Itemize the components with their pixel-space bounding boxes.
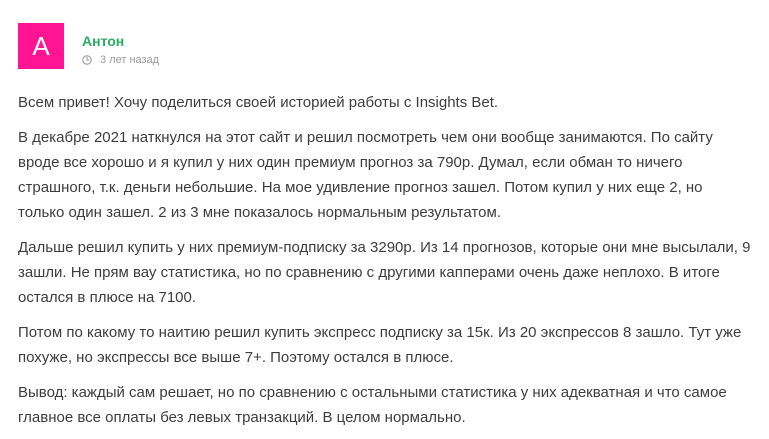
comment-paragraph: Всем привет! Хочу поделиться своей историей работы с Insights Bet. — [18, 94, 499, 111]
comment-date-row — [82, 53, 159, 67]
comment-body — [18, 90, 751, 430]
clock-icon — [82, 55, 92, 65]
comment-paragraph: В декабре 2021 наткнулся на этот сайт и решил посмотреть чем они вообще занимаются. По сайту вроде все хорошо и я купил у них один премиум прогноз за 790р. Думал, если обман то ничего страшного, т.к. деньги небольшие. На мое удивление прогноз зашел. Потом купил у них еще 2, но только один зашел. 2 из 3 мне показалось нормальным результатом. — [18, 129, 713, 221]
author-name[interactable]: Антон — [82, 33, 125, 49]
comment-meta — [82, 23, 159, 67]
comment-date: 3 лет назад — [100, 54, 160, 66]
comment-paragraph: Дальше решил купить у них премиум-подписку за 3290р. Из 14 прогнозов, которые они мне высылали, 9 зашли. Не прям вау статистика, но по сравнению с другими капперами очень даже неплохо. В итоге остался в плюсе на 7100. — [18, 239, 751, 306]
comment-paragraph: Вывод: каждый сам решает, но по сравнению с остальными статистика у них адекватная и что самое главное все оплаты без левых транзакций. В целом нормально. — [18, 384, 727, 426]
comment-paragraph: Потом по какому то наитию решил купить экспресс подписку за 15к. Из 20 экспрессов 8 зашло. Тут уже похуже, но экспрессы все выше 7+. Поэтому остался в плюсе. — [18, 324, 742, 366]
avatar: А — [18, 23, 64, 69]
comment-header — [18, 23, 751, 69]
